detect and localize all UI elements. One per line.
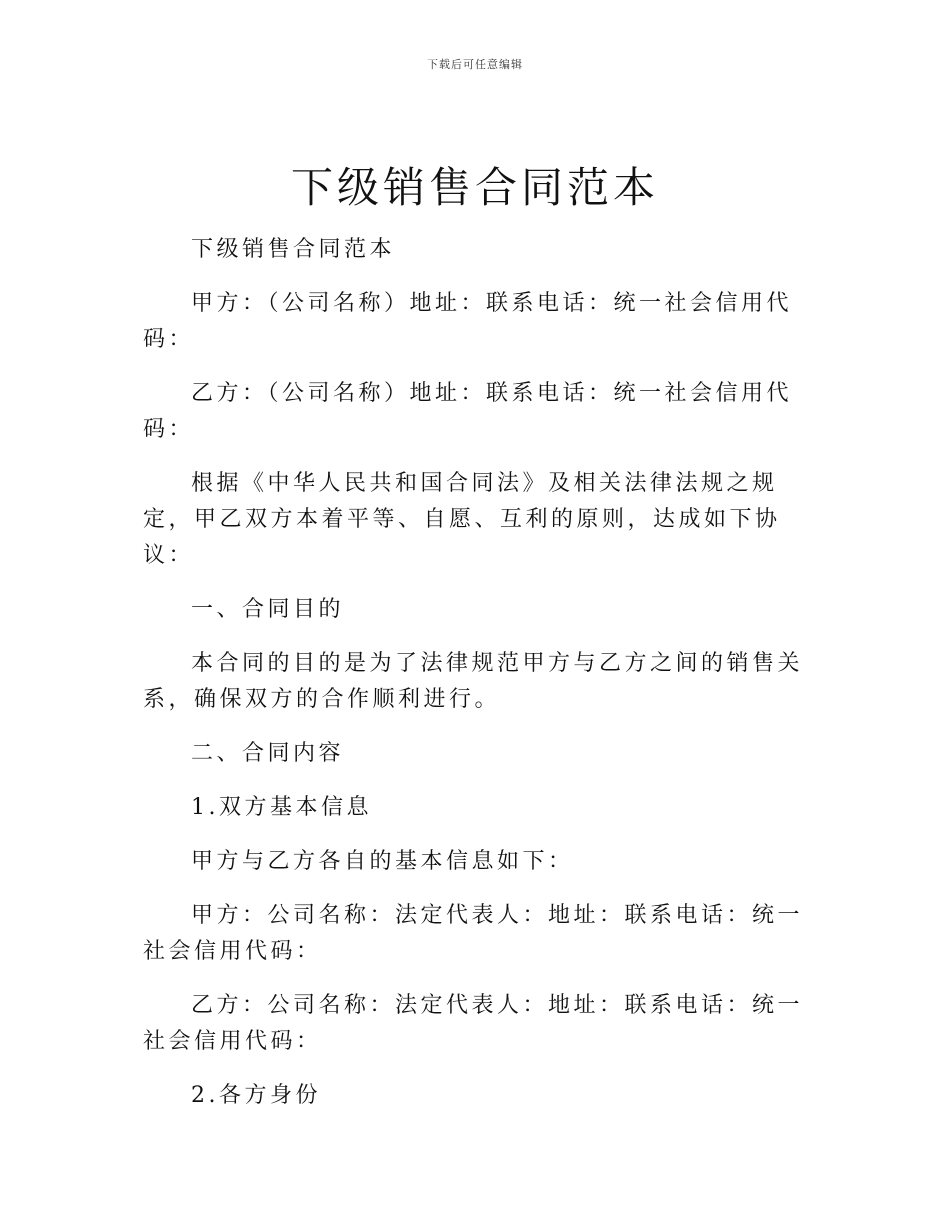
document-title: 下级销售合同范本 xyxy=(290,163,659,212)
paragraph-party-a-details: 甲方：公司名称：法定代表人：地址：联系电话：统一社会信用代码： xyxy=(143,903,804,964)
section-heading-content: 二、合同内容 xyxy=(191,741,345,766)
paragraph-basic-info-intro: 甲方与乙方各自的基本信息如下： xyxy=(191,849,574,874)
section-heading-purpose: 一、合同目的 xyxy=(191,597,345,622)
paragraph-party-a: 甲方：（公司名称）地址：联系电话：统一社会信用代码： xyxy=(143,291,793,352)
paragraph-party-b: 乙方：（公司名称）地址：联系电话：统一社会信用代码： xyxy=(143,381,793,442)
subheading-basic-info: 1.双方基本信息 xyxy=(191,795,372,820)
subheading-identities: 2.各方身份 xyxy=(191,1083,321,1108)
paragraph-purpose: 本合同的目的是为了法律规范甲方与乙方之间的销售关系，确保双方的合作顺利进行。 xyxy=(143,651,804,712)
paragraph-preamble: 根据《中华人民共和国合同法》及相关法律法规之规定，甲乙双方本着平等、自愿、互利的原则，达成如下协议： xyxy=(143,471,781,568)
paragraph-party-b-details: 乙方：公司名称：法定代表人：地址：联系电话：统一社会信用代码： xyxy=(143,993,804,1054)
header-note: 下载后可任意编辑 xyxy=(427,58,523,71)
paragraph-subtitle: 下级销售合同范本 xyxy=(191,237,396,262)
document-body xyxy=(143,232,813,1132)
